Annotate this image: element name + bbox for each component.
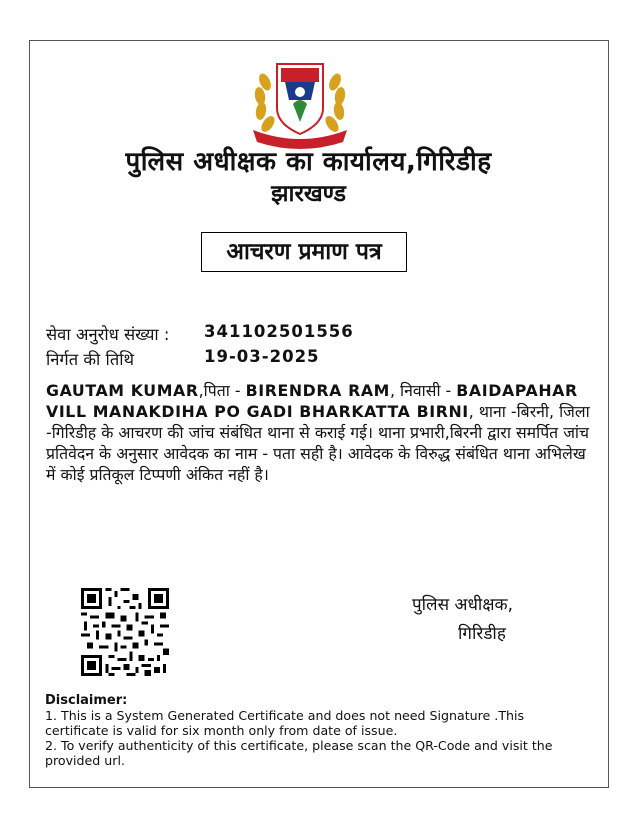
request-number-row <box>46 322 354 345</box>
resident-label: , निवासी - <box>389 381 457 400</box>
body-text: , थाना -बिरनी, जिला -गिरिडीह के आचरण की जांच संबंधित थाना से कराई गई। थाना प्रभारी,बिरनी द्वारा समर्पित जांच प्रतिवेदन के अनुसार आवेदक का नाम - पता सही है। आवेदक के विरुद्ध संबंधित थाना अभिलेख में कोई प्रतिकूल टिप्पणी अंकित नहीं है। <box>46 402 590 484</box>
father-name: BIRENDRA RAM <box>245 381 390 400</box>
disclaimer-line-2: 2. To verify authenticity of this certificate, please scan the QR-Code and visit the provided url. <box>45 738 553 768</box>
applicant-name: GAUTAM KUMAR <box>46 381 199 400</box>
request-number-value: 341102501556 <box>204 322 354 341</box>
applicant-address: BAIDAPAHAR VILL MANAKDIHA PO GADI BHARKATTA BIRNI <box>46 381 578 421</box>
issue-date-label: निर्गत की तिथि <box>46 350 135 369</box>
father-label: ,पिता - <box>198 381 246 400</box>
signatory-designation: पुलिस अधीक्षक, <box>412 595 513 615</box>
police-emblem-icon <box>245 52 355 150</box>
state-title: झारखण्ड <box>271 181 346 207</box>
signatory-place: गिरिडीह <box>458 624 506 644</box>
disclaimer-heading: Disclaimer: <box>45 693 128 708</box>
issue-date-row <box>46 347 320 370</box>
qr-code-icon <box>81 588 169 676</box>
disclaimer-line-1: 1. This is a System Generated Certificate and does not need Signature .This certificate is valid for six month only from date of issue. <box>45 708 525 738</box>
office-title: पुलिस अधीक्षक का कार्यालय,गिरिडीह <box>125 147 492 177</box>
request-number-label: सेवा अनुरोध संख्या : <box>46 325 170 344</box>
certificate-title: आचरण प्रमाण पत्र <box>201 232 407 272</box>
certificate-body <box>46 380 594 485</box>
disclaimer <box>45 693 590 768</box>
issue-date-value: 19-03-2025 <box>204 347 320 366</box>
